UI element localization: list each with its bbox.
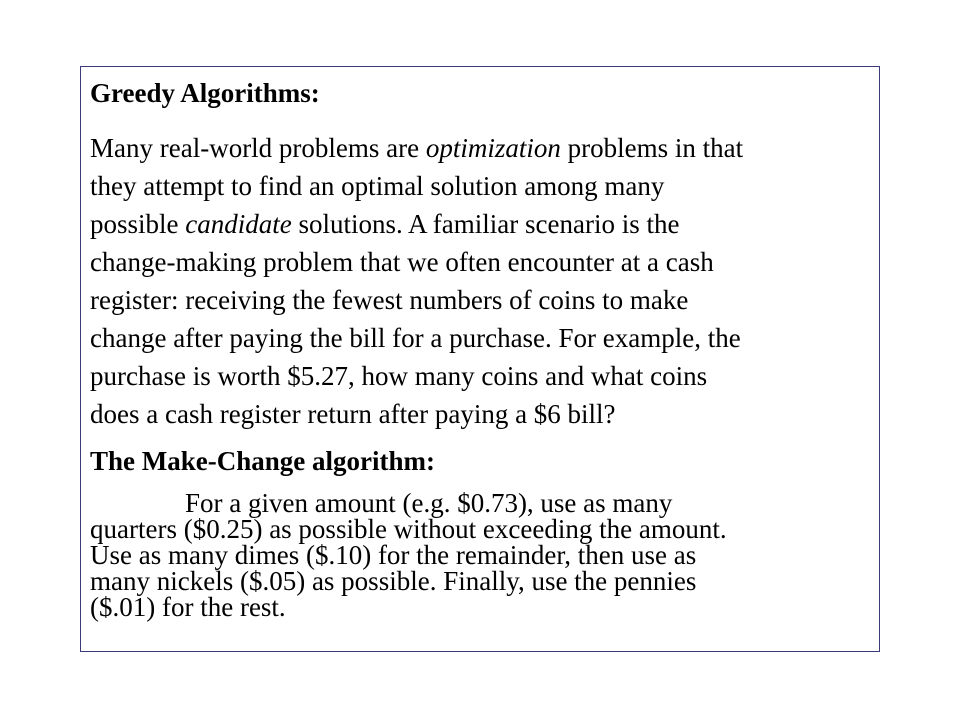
emphasis-candidate: candidate bbox=[185, 209, 292, 239]
make-change-heading: The Make-Change algorithm: bbox=[90, 446, 435, 476]
paragraph-line: change after paying the bill for a purchase. For example, the bbox=[90, 323, 741, 353]
emphasis-optimization: optimization bbox=[425, 133, 561, 163]
paragraph-line: register: receiving the fewest numbers of coins to make bbox=[90, 285, 689, 315]
paragraph-line: ($.01) for the rest. bbox=[90, 592, 286, 622]
content-frame bbox=[80, 66, 880, 652]
greedy-algorithms-heading: Greedy Algorithms: bbox=[90, 78, 320, 108]
paragraph-line: many nickels ($.05) as possible. Finally, use the pennies bbox=[90, 566, 697, 596]
paragraph-line: For a given amount (e.g. $0.73), use as many bbox=[185, 488, 673, 518]
paragraph-line: Use as many dimes ($.10) for the remainder, then use as bbox=[90, 540, 697, 570]
paragraph-line: quarters ($0.25) as possible without exceeding the amount. bbox=[90, 514, 727, 544]
greedy-intro-paragraph bbox=[90, 129, 880, 433]
paragraph-line: they attempt to find an optimal solution among many bbox=[90, 171, 665, 201]
paragraph-line: Many real-world problems are optimization problems in that bbox=[90, 133, 744, 163]
make-change-paragraph bbox=[90, 490, 880, 620]
paragraph-line: purchase is worth $5.27, how many coins and what coins bbox=[90, 361, 708, 391]
paragraph-line: does a cash register return after paying a $6 bill? bbox=[90, 399, 616, 429]
paragraph-line: possible candidate solutions. A familiar scenario is the bbox=[90, 209, 680, 239]
paragraph-line: change-making problem that we often encounter at a cash bbox=[90, 247, 714, 277]
